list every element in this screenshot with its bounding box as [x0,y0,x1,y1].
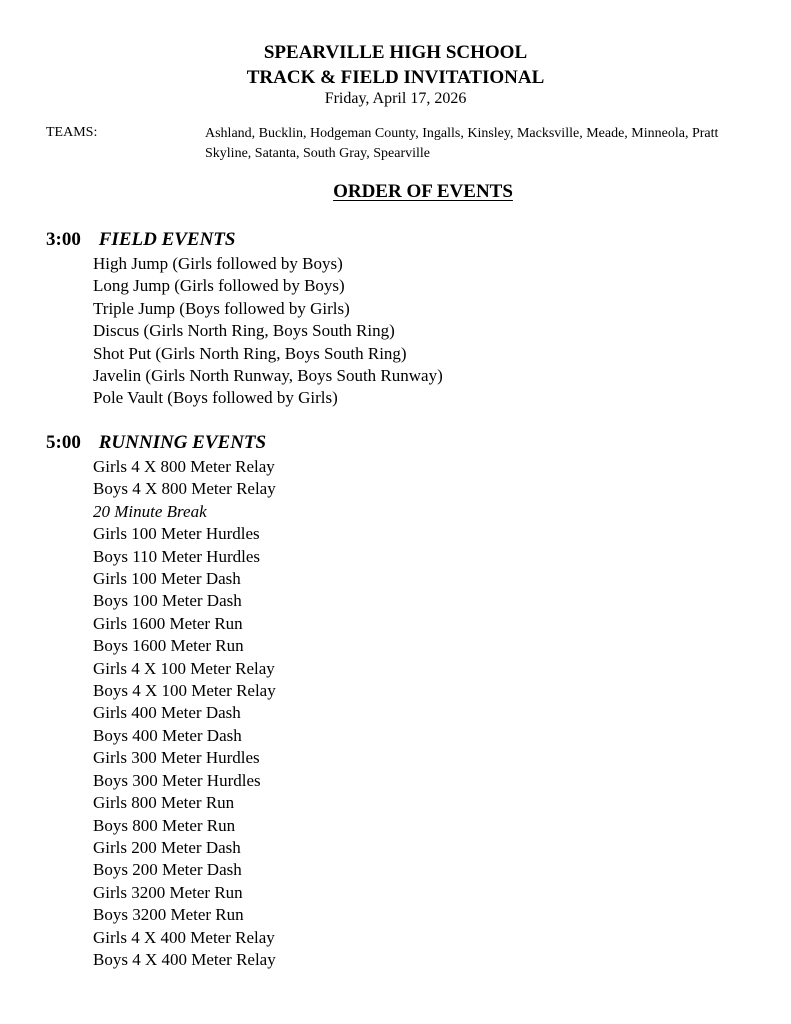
event-item: Girls 4 X 800 Meter Relay [93,457,275,476]
meet-name: TRACK & FIELD INVITATIONAL [246,67,545,88]
event-item: Boys 400 Meter Dash [93,725,242,745]
field-events-list [93,253,443,410]
event-item: Boys 100 Meter Dash [93,591,242,611]
break-item: 20 Minute Break [93,501,207,521]
event-item: Boys 4 X 400 Meter Relay [93,949,276,969]
event-item: Boys 4 X 800 Meter Relay [93,479,276,499]
event-item: Boys 110 Meter Hurdles [93,546,260,566]
field-events-section [46,229,443,410]
order-of-events-heading-text: ORDER OF EVENTS [333,181,513,202]
event-item: Girls 100 Meter Dash [93,569,241,589]
running-events-section [46,432,276,971]
order-of-events-heading [0,181,791,203]
event-item: Boys 4 X 100 Meter Relay [93,681,276,701]
event-item: Pole Vault (Boys followed by Girls) [93,388,338,408]
event-item: Long Jump (Girls followed by Boys) [93,276,345,296]
school-name: SPEARVILLE HIGH SCHOOL [263,42,528,63]
meet-date: Friday, April 17, 2026 [324,90,467,107]
event-item: Girls 4 X 400 Meter Relay [93,927,275,947]
event-item: Boys 800 Meter Run [93,815,236,835]
event-item: Girls 3200 Meter Run [93,882,243,902]
running-events-time: 5:00 [46,432,81,453]
field-events-time: 3:00 [46,229,81,250]
event-item: Javelin (Girls North Runway, Boys South Runway) [93,366,443,386]
event-item: Girls 300 Meter Hurdles [93,748,260,768]
event-item: Discus (Girls North Ring, Boys South Ring) [93,321,395,341]
event-item: Girls 200 Meter Dash [93,837,241,857]
event-item: Girls 1600 Meter Run [93,613,243,633]
event-item: Girls 400 Meter Dash [93,703,241,723]
event-item: Triple Jump (Boys followed by Girls) [93,298,350,318]
event-item: Shot Put (Girls North Ring, Boys South Ring) [93,343,407,363]
teams-list: Ashland, Bucklin, Hodgeman County, Ingalls, Kinsley, Macksville, Meade, Minneola, Pratt Skyline, Satanta, South Gray, Spearville [205,126,719,161]
running-events-header [46,432,276,454]
running-events-list [93,456,276,971]
event-item: Girls 800 Meter Run [93,793,235,813]
event-item: Girls 100 Meter Hurdles [93,524,260,544]
event-item: Boys 3200 Meter Run [93,905,244,925]
event-item: Girls 4 X 100 Meter Relay [93,658,275,678]
event-item: Boys 300 Meter Hurdles [93,770,261,790]
field-events-header [46,229,443,251]
teams-label: TEAMS: [46,125,98,140]
running-events-title: RUNNING EVENTS [98,432,267,453]
event-item: Boys 200 Meter Dash [93,860,242,880]
event-item: Boys 1600 Meter Run [93,636,244,656]
event-item: High Jump (Girls followed by Boys) [93,254,343,273]
field-events-title: FIELD EVENTS [98,229,236,250]
